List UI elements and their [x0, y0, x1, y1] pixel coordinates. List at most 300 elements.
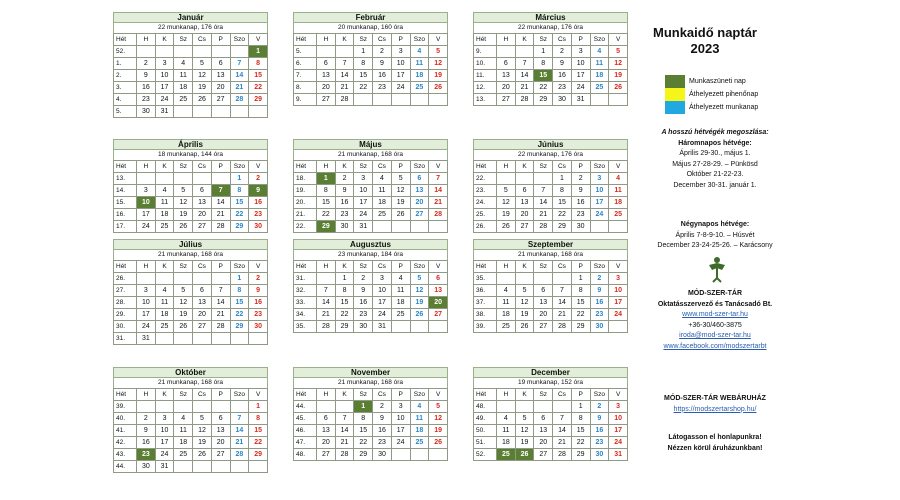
weekday-header: Cs — [553, 161, 572, 173]
day-cell: 16 — [373, 70, 392, 82]
day-cell: 28 — [515, 94, 534, 106]
weekday-header: Sz — [534, 34, 553, 46]
day-cell: 3 — [571, 46, 590, 58]
day-cell: 4 — [410, 401, 429, 413]
day-cell: 21 — [515, 82, 534, 94]
day-cell: 13 — [515, 197, 534, 209]
weekday-header: Cs — [373, 161, 392, 173]
day-cell: 31 — [155, 106, 174, 118]
day-cell: 25 — [155, 321, 174, 333]
day-cell: 4 — [497, 413, 516, 425]
day-cell: 28 — [230, 94, 249, 106]
day-cell: 2 — [590, 401, 609, 413]
weekday-header: H — [497, 34, 516, 46]
day-cell — [174, 46, 193, 58]
month-title: Április — [113, 139, 268, 150]
week-number: 38. — [474, 309, 497, 321]
weekday-header: Szo — [590, 34, 609, 46]
weekday-header: Hét — [294, 261, 317, 273]
day-cell — [497, 173, 516, 185]
day-cell: 9 — [335, 185, 354, 197]
week-number: 35. — [474, 273, 497, 285]
week-number: 5. — [114, 106, 137, 118]
day-cell: 13 — [429, 285, 448, 297]
day-cell: 5 — [391, 173, 410, 185]
day-cell: 25 — [174, 449, 193, 461]
day-cell: 15 — [354, 425, 373, 437]
day-cell: 30 — [590, 321, 609, 333]
day-cell: 11 — [155, 197, 174, 209]
week-number: 35. — [294, 321, 317, 333]
day-cell — [211, 333, 230, 345]
weekday-header: Sz — [354, 161, 373, 173]
title-line-1: Munkaidő naptár — [652, 25, 757, 40]
week-number: 29. — [114, 309, 137, 321]
month-table — [473, 388, 628, 461]
week-row — [294, 185, 448, 197]
week-row — [114, 321, 268, 333]
day-cell: 9 — [571, 185, 590, 197]
day-cell: 26 — [193, 94, 212, 106]
weekday-header: Hét — [474, 34, 497, 46]
day-cell: 8 — [354, 413, 373, 425]
day-cell: 13 — [193, 297, 212, 309]
day-cell: 14 — [317, 297, 336, 309]
three-day-item: Május 27-28-29. – Pünkösd — [672, 160, 758, 168]
month-work-info: 22 munkanap, 176 óra — [113, 23, 268, 33]
week-number: 22. — [294, 221, 317, 233]
weekday-header: Szo — [230, 34, 249, 46]
day-cell — [155, 173, 174, 185]
week-number: 13. — [474, 94, 497, 106]
day-cell: 4 — [391, 273, 410, 285]
day-cell: 15 — [317, 197, 336, 209]
day-cell: 6 — [429, 273, 448, 285]
day-cell: 1 — [571, 273, 590, 285]
day-cell: 7 — [515, 58, 534, 70]
week-row — [294, 70, 448, 82]
day-cell: 5 — [193, 413, 212, 425]
day-cell: 5 — [609, 46, 628, 58]
day-cell — [174, 273, 193, 285]
week-row — [114, 173, 268, 185]
weekday-header: V — [609, 389, 628, 401]
shop-link[interactable]: https://modszertarshop.hu/ — [673, 405, 757, 413]
day-cell: 8 — [553, 185, 572, 197]
month-work-info: 21 munkanap, 168 óra — [113, 378, 268, 388]
day-cell: 21 — [211, 209, 230, 221]
week-number: 47. — [294, 437, 317, 449]
day-cell: 9 — [249, 185, 268, 197]
month-work-info: 22 munkanap, 176 óra — [473, 150, 628, 160]
week-row — [114, 46, 268, 58]
day-cell: 5 — [410, 273, 429, 285]
four-day-title: Négynapos hétvége: — [680, 221, 750, 228]
day-cell — [410, 221, 429, 233]
day-cell: 17 — [354, 197, 373, 209]
phone-number: +36-30/460-3875 — [688, 321, 742, 329]
week-number: 36. — [474, 285, 497, 297]
day-cell: 12 — [391, 185, 410, 197]
weekday-header: Szo — [410, 34, 429, 46]
month-title: Március — [473, 12, 628, 23]
day-cell: 19 — [410, 297, 429, 309]
day-cell — [249, 461, 268, 473]
month-calendar — [293, 139, 448, 233]
day-cell: 1 — [571, 401, 590, 413]
day-cell: 20 — [317, 82, 336, 94]
week-row — [114, 333, 268, 345]
day-cell: 24 — [571, 82, 590, 94]
day-cell: 16 — [249, 197, 268, 209]
day-cell — [609, 94, 628, 106]
week-row — [474, 297, 628, 309]
week-number: 30. — [114, 321, 137, 333]
day-cell: 17 — [137, 209, 156, 221]
day-cell: 8 — [230, 185, 249, 197]
week-row — [474, 173, 628, 185]
day-cell: 4 — [174, 413, 193, 425]
month-title: Június — [473, 139, 628, 150]
day-cell: 13 — [317, 70, 336, 82]
day-cell — [174, 401, 193, 413]
day-cell: 10 — [590, 185, 609, 197]
day-cell: 25 — [155, 221, 174, 233]
day-cell: 5 — [515, 413, 534, 425]
month-calendar — [113, 239, 268, 345]
week-row — [294, 449, 448, 461]
month-title: December — [473, 367, 628, 378]
day-cell: 24 — [590, 209, 609, 221]
week-number: 19. — [294, 185, 317, 197]
weekday-header: Sz — [354, 261, 373, 273]
day-cell: 3 — [137, 285, 156, 297]
week-number: 1. — [114, 58, 137, 70]
day-cell: 15 — [571, 297, 590, 309]
day-cell: 19 — [515, 309, 534, 321]
day-cell: 27 — [317, 94, 336, 106]
week-row — [294, 94, 448, 106]
week-number: 6. — [294, 58, 317, 70]
legend-swatch-workday — [665, 101, 685, 114]
week-number: 37. — [474, 297, 497, 309]
day-cell: 20 — [317, 437, 336, 449]
day-cell: 20 — [534, 309, 553, 321]
day-cell: 4 — [497, 285, 516, 297]
weekday-header: P — [211, 389, 230, 401]
day-cell: 1 — [317, 173, 336, 185]
day-cell: 6 — [497, 58, 516, 70]
day-cell: 18 — [497, 437, 516, 449]
day-cell: 20 — [211, 82, 230, 94]
day-cell: 10 — [137, 297, 156, 309]
day-cell: 25 — [391, 309, 410, 321]
day-cell: 3 — [155, 58, 174, 70]
day-cell: 18 — [174, 82, 193, 94]
day-cell: 5 — [497, 185, 516, 197]
day-cell: 27 — [410, 209, 429, 221]
weekday-header-row — [114, 34, 268, 46]
day-cell: 25 — [410, 82, 429, 94]
day-cell: 11 — [497, 425, 516, 437]
weekday-header: Cs — [373, 34, 392, 46]
month-work-info: 22 munkanap, 176 óra — [473, 23, 628, 33]
weekday-header-row — [114, 389, 268, 401]
week-row — [474, 185, 628, 197]
day-cell: 12 — [429, 58, 448, 70]
week-number: 25. — [474, 209, 497, 221]
weekday-header: Cs — [553, 34, 572, 46]
day-cell: 15 — [571, 425, 590, 437]
day-cell — [211, 173, 230, 185]
day-cell — [193, 273, 212, 285]
day-cell — [391, 94, 410, 106]
weekday-header-row — [474, 34, 628, 46]
month-work-info: 20 munkanap, 160 óra — [293, 23, 448, 33]
day-cell: 22 — [553, 209, 572, 221]
weekday-header-row — [474, 389, 628, 401]
day-cell — [230, 106, 249, 118]
day-cell: 22 — [249, 82, 268, 94]
long-weekends-section — [640, 128, 790, 191]
day-cell: 20 — [211, 437, 230, 449]
day-cell — [137, 273, 156, 285]
week-number: 3. — [114, 82, 137, 94]
day-cell — [230, 401, 249, 413]
week-number: 9. — [294, 94, 317, 106]
day-cell: 22 — [354, 82, 373, 94]
day-cell — [497, 401, 516, 413]
day-cell: 14 — [429, 185, 448, 197]
day-cell: 18 — [609, 197, 628, 209]
day-cell: 7 — [429, 173, 448, 185]
four-day-section — [640, 220, 790, 252]
month-table — [113, 33, 268, 118]
day-cell: 22 — [354, 437, 373, 449]
day-cell — [373, 221, 392, 233]
day-cell: 11 — [590, 58, 609, 70]
day-cell: 21 — [553, 437, 572, 449]
week-row — [114, 106, 268, 118]
day-cell: 29 — [354, 449, 373, 461]
weekday-header: Hét — [294, 161, 317, 173]
week-number: 16. — [114, 209, 137, 221]
day-cell: 28 — [553, 449, 572, 461]
weekday-header: K — [155, 389, 174, 401]
day-cell: 9 — [249, 285, 268, 297]
day-cell: 15 — [249, 425, 268, 437]
day-cell: 30 — [249, 221, 268, 233]
day-cell: 15 — [335, 297, 354, 309]
day-cell: 14 — [553, 425, 572, 437]
month-calendar — [473, 139, 628, 233]
day-cell: 14 — [515, 70, 534, 82]
week-row — [114, 413, 268, 425]
day-cell: 12 — [515, 425, 534, 437]
weekday-header: Sz — [174, 389, 193, 401]
day-cell: 14 — [230, 70, 249, 82]
weekday-header: V — [429, 34, 448, 46]
day-cell: 7 — [230, 413, 249, 425]
weekday-header: K — [335, 389, 354, 401]
day-cell: 11 — [410, 413, 429, 425]
week-number: 40. — [114, 413, 137, 425]
week-row — [114, 185, 268, 197]
week-row — [474, 309, 628, 321]
weekday-header: Hét — [474, 161, 497, 173]
day-cell — [429, 321, 448, 333]
day-cell — [155, 401, 174, 413]
weekday-header: H — [137, 389, 156, 401]
facebook-link[interactable]: www.facebook.com/modszertarbt — [663, 342, 767, 350]
weekday-header: H — [317, 261, 336, 273]
day-cell: 23 — [249, 309, 268, 321]
day-cell: 5 — [429, 46, 448, 58]
day-cell: 5 — [174, 285, 193, 297]
legend-swatch-rest-day — [665, 88, 685, 101]
day-cell: 23 — [571, 209, 590, 221]
weekday-header: K — [155, 261, 174, 273]
week-row — [294, 309, 448, 321]
month-calendar — [113, 12, 268, 118]
week-number: 42. — [114, 437, 137, 449]
weekday-header: V — [249, 34, 268, 46]
week-number: 17. — [114, 221, 137, 233]
day-cell — [590, 221, 609, 233]
day-cell — [609, 221, 628, 233]
weekday-header: P — [391, 261, 410, 273]
day-cell: 23 — [137, 449, 156, 461]
week-number: 20. — [294, 197, 317, 209]
day-cell: 31 — [137, 333, 156, 345]
month-work-info: 21 munkanap, 168 óra — [293, 378, 448, 388]
month-table — [293, 260, 448, 333]
day-cell: 22 — [249, 437, 268, 449]
day-cell: 18 — [174, 437, 193, 449]
day-cell: 23 — [373, 82, 392, 94]
day-cell: 26 — [429, 82, 448, 94]
day-cell: 1 — [553, 173, 572, 185]
week-number: 48. — [474, 401, 497, 413]
day-cell: 8 — [354, 58, 373, 70]
day-cell: 12 — [609, 58, 628, 70]
week-number: 41. — [114, 425, 137, 437]
day-cell: 19 — [429, 425, 448, 437]
weekday-header: Cs — [193, 161, 212, 173]
day-cell: 25 — [410, 437, 429, 449]
day-cell: 21 — [534, 209, 553, 221]
day-cell: 21 — [211, 309, 230, 321]
day-cell: 1 — [335, 273, 354, 285]
week-row — [474, 285, 628, 297]
month-calendar — [293, 12, 448, 106]
weekday-header: Hét — [114, 161, 137, 173]
week-row — [474, 82, 628, 94]
day-cell: 29 — [317, 221, 336, 233]
company-subtitle: Oktatásszervező és Tanácsadó Bt. — [657, 300, 773, 308]
day-cell: 5 — [193, 58, 212, 70]
day-cell: 23 — [590, 309, 609, 321]
weekday-header: P — [391, 161, 410, 173]
day-cell — [515, 273, 534, 285]
week-number: 52. — [474, 449, 497, 461]
website-link[interactable]: www.mod-szer-tar.hu — [682, 311, 748, 318]
week-row — [114, 273, 268, 285]
day-cell: 20 — [429, 297, 448, 309]
weekday-header: P — [571, 34, 590, 46]
week-row — [294, 413, 448, 425]
email-link[interactable]: iroda@mod-szer-tar.hu — [679, 332, 751, 339]
day-cell: 30 — [571, 221, 590, 233]
week-row — [474, 321, 628, 333]
day-cell: 6 — [211, 58, 230, 70]
weekday-header: V — [249, 261, 268, 273]
day-cell: 18 — [155, 309, 174, 321]
month-table — [473, 33, 628, 106]
week-row — [474, 58, 628, 70]
week-row — [294, 297, 448, 309]
weekday-header: Sz — [174, 161, 193, 173]
week-row — [294, 209, 448, 221]
day-cell: 8 — [249, 58, 268, 70]
day-cell: 6 — [317, 58, 336, 70]
day-cell: 17 — [590, 197, 609, 209]
day-cell: 30 — [590, 449, 609, 461]
day-cell: 16 — [590, 425, 609, 437]
week-number: 12. — [474, 82, 497, 94]
day-cell — [609, 321, 628, 333]
weekday-header: Sz — [534, 389, 553, 401]
day-cell: 10 — [373, 285, 392, 297]
day-cell: 31 — [155, 461, 174, 473]
day-cell — [317, 46, 336, 58]
weekday-header: P — [211, 261, 230, 273]
day-cell: 10 — [391, 58, 410, 70]
day-cell: 26 — [497, 221, 516, 233]
day-cell — [410, 449, 429, 461]
day-cell: 7 — [230, 58, 249, 70]
week-number: 14. — [114, 185, 137, 197]
day-cell: 13 — [317, 425, 336, 437]
week-row — [294, 197, 448, 209]
day-cell: 22 — [534, 82, 553, 94]
day-cell: 27 — [211, 94, 230, 106]
day-cell: 18 — [410, 70, 429, 82]
three-day-item: December 30-31. január 1. — [673, 181, 757, 189]
day-cell: 19 — [609, 70, 628, 82]
month-table — [293, 33, 448, 106]
day-cell: 9 — [553, 58, 572, 70]
week-number: 21. — [294, 209, 317, 221]
day-cell — [553, 401, 572, 413]
day-cell: 9 — [137, 425, 156, 437]
weekday-header: H — [137, 34, 156, 46]
day-cell — [534, 273, 553, 285]
day-cell: 16 — [553, 70, 572, 82]
day-cell: 9 — [373, 58, 392, 70]
day-cell: 9 — [354, 285, 373, 297]
day-cell: 28 — [317, 321, 336, 333]
weekday-header: K — [335, 34, 354, 46]
week-number: 31. — [294, 273, 317, 285]
day-cell: 21 — [429, 197, 448, 209]
day-cell: 10 — [391, 413, 410, 425]
day-cell — [193, 333, 212, 345]
day-cell — [391, 321, 410, 333]
shop-title: MÓD-SZER-TÁR WEBÁRUHÁZ — [664, 395, 766, 402]
week-row — [114, 70, 268, 82]
day-cell: 12 — [174, 197, 193, 209]
